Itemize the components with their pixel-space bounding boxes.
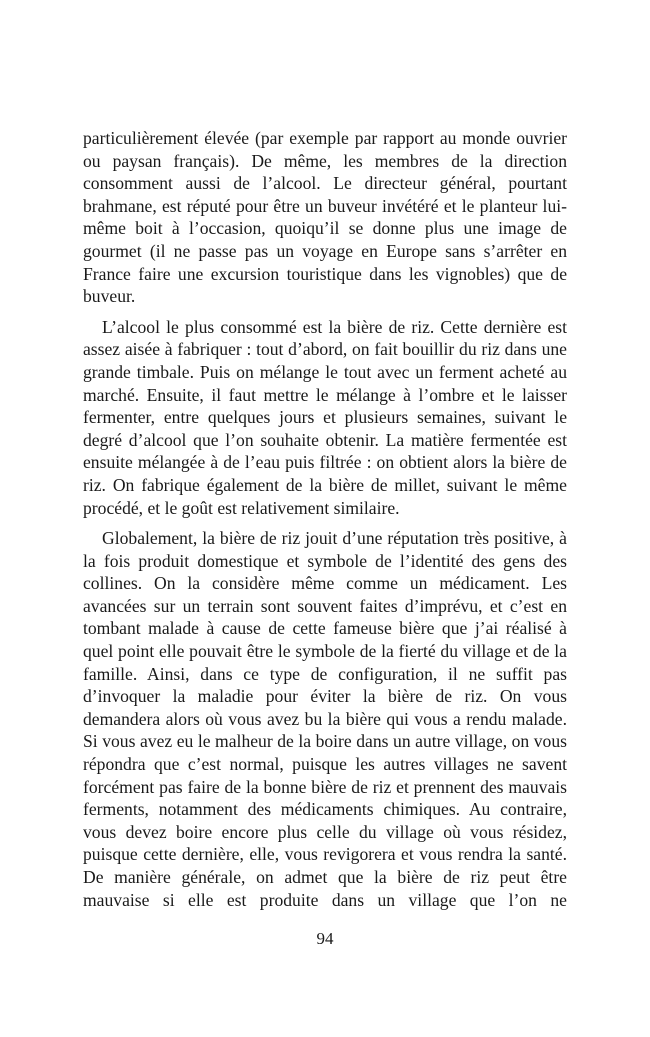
page-number: 94 — [316, 929, 334, 948]
body-text — [83, 127, 567, 911]
paragraph-continued: particulièrement élevée (par exemple par rapport au monde ouvrier ou paysan français). De même, les membres de la direction consomment aussi de l’alcool. Le directeur général, pourtant brahmane, est réputé pour être un buveur invétéré et le planteur lui-même boit à l’occasion, quoiqu’il se donne plus une image de gourmet (il ne passe pas un voyage en Europe sans s’arrêter en France faire une excursion touristique dans les vignobles) que de buveur. — [83, 128, 567, 307]
paragraph-rice-beer-reputation: Globalement, la bière de riz jouit d’une réputation très positive, à la fois produit domestique et symbole de l’identité des gens des collines. On la considère même comme un médicament. Les avancées sur un terrain sont souvent faites d’imprévu, et c’est en tombant malade à cause de cette fameuse bière que j’ai réalisé à quel point elle pouvait être le symbole de la fierté du village et de la famille. Ainsi, dans ce type de configuration, il ne suffit pas d’invoquer la maladie pour éviter la bière de riz. On vous demandera alors où vous avez bu la bière qui vous a rendu malade. Si vous avez eu le malheur de la boire dans un autre village, on vous répondra que c’est normal, puisque les autres villages ne savent forcément pas faire de la bonne bière de riz et prennent des mauvais ferments, notamment des médicaments chimiques. Au contraire, vous devez boire encore plus celle du village où vous résidez, puisque cette dernière, elle, vous revigorera et vous rendra la santé. De manière générale, on admet que la bière de riz peut être mauvaise si elle est produite dans un village que l’on ne — [83, 528, 567, 910]
paragraph-rice-beer-making: L’alcool le plus consommé est la bière de riz. Cette dernière est assez aisée à fabriquer : tout d’abord, on fait bouillir du riz dans une grande timbale. Puis on mélange le tout avec un ferment acheté au marché. Ensuite, il faut mettre le mélange à l’ombre et le laisser fermenter, entre quelques jours et plusieurs semaines, suivant le degré d’alcool que l’on souhaite obtenir. La matière fermentée est ensuite mélangée à de l’eau puis filtrée : on obtient alors la bière de riz. On fabrique également de la bière de millet, suivant le même procédé, et le goût est relativement similaire. — [83, 316, 567, 518]
